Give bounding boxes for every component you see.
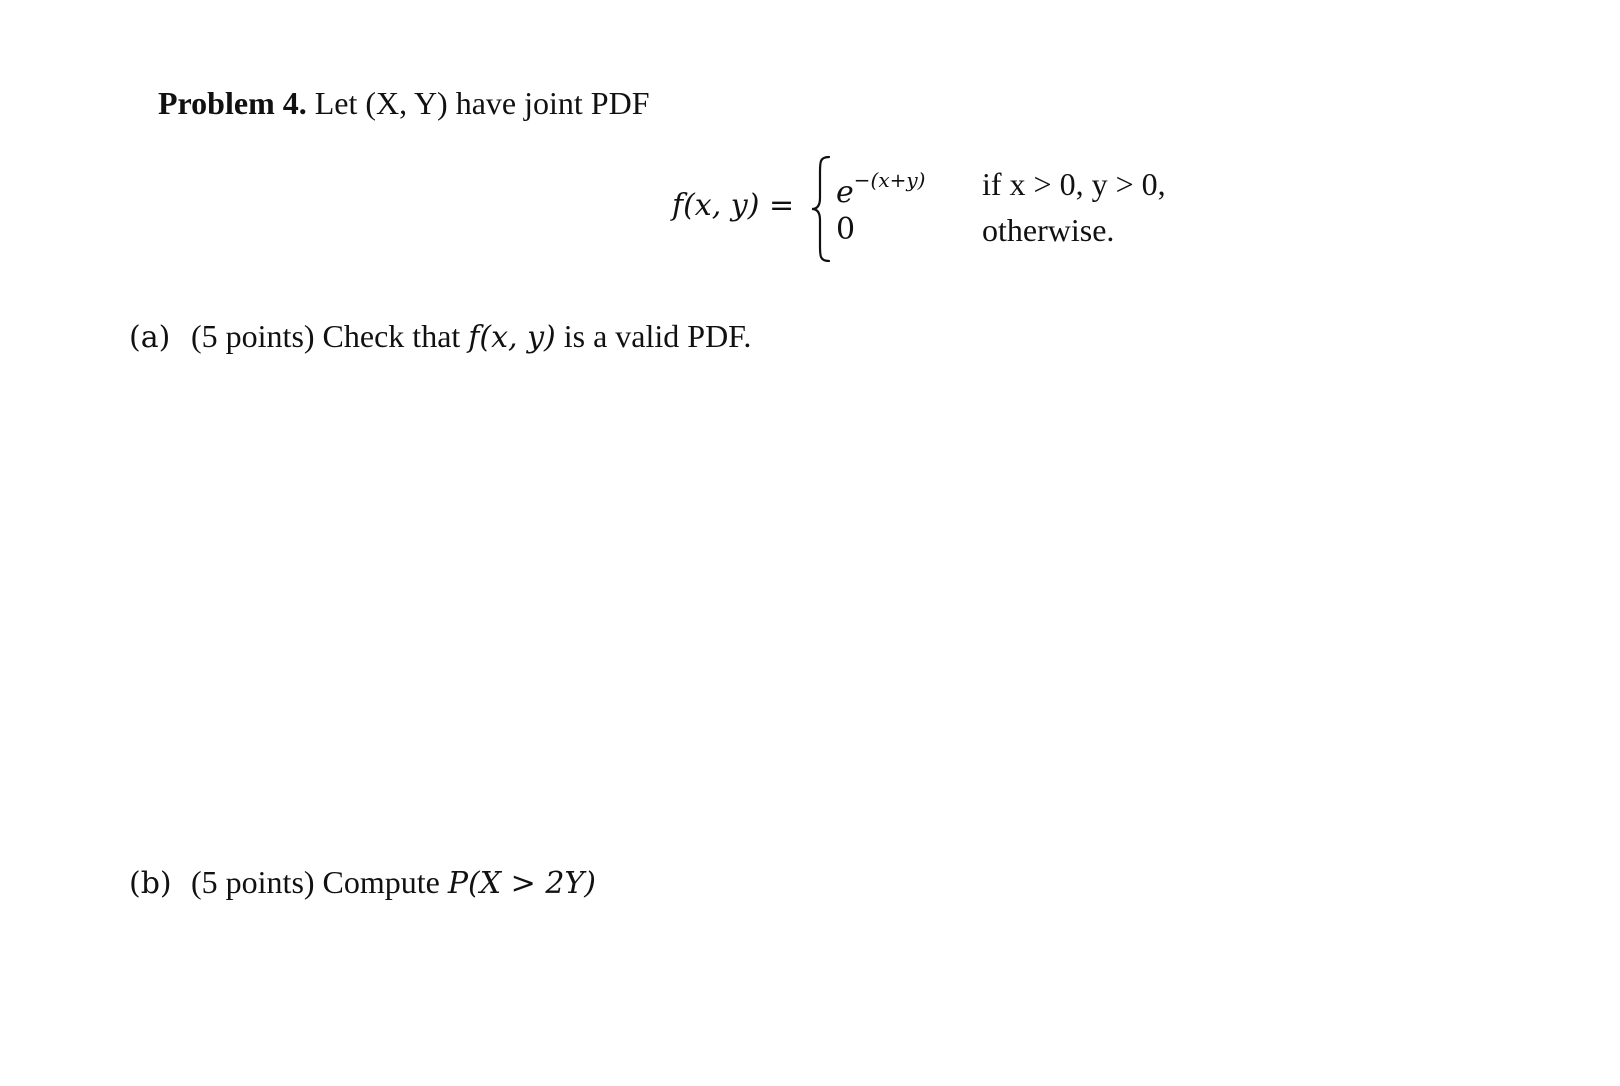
part-b-text: (5 points) Compute — [191, 864, 448, 900]
case2-value: 0 — [836, 212, 856, 247]
equation-lhs: f(x, y) = — [672, 188, 795, 223]
case1-condition: if x > 0, y > 0, — [982, 166, 1166, 202]
problem-statement: Let (X, Y) have joint PDF — [306, 85, 650, 121]
part-a — [129, 316, 751, 358]
part-b-label: (b) — [129, 866, 172, 901]
case1-value — [836, 164, 925, 213]
problem-heading — [158, 83, 649, 123]
part-a-label: (a) — [129, 320, 171, 355]
pdf-equation — [672, 150, 1212, 270]
problem-number: Problem 4. — [158, 85, 307, 121]
case2-condition: otherwise. — [982, 212, 1115, 248]
case1-exponent: −(x+y) — [853, 168, 926, 192]
part-a-text-end: is a valid PDF. — [555, 318, 752, 354]
case1-base: e — [836, 175, 854, 210]
left-brace-icon — [810, 154, 832, 264]
part-a-math: f(x, y) — [468, 320, 556, 355]
part-b — [129, 862, 596, 904]
part-a-text: (5 points) Check that — [191, 318, 469, 354]
part-b-math: P(X > 2Y) — [447, 866, 596, 901]
